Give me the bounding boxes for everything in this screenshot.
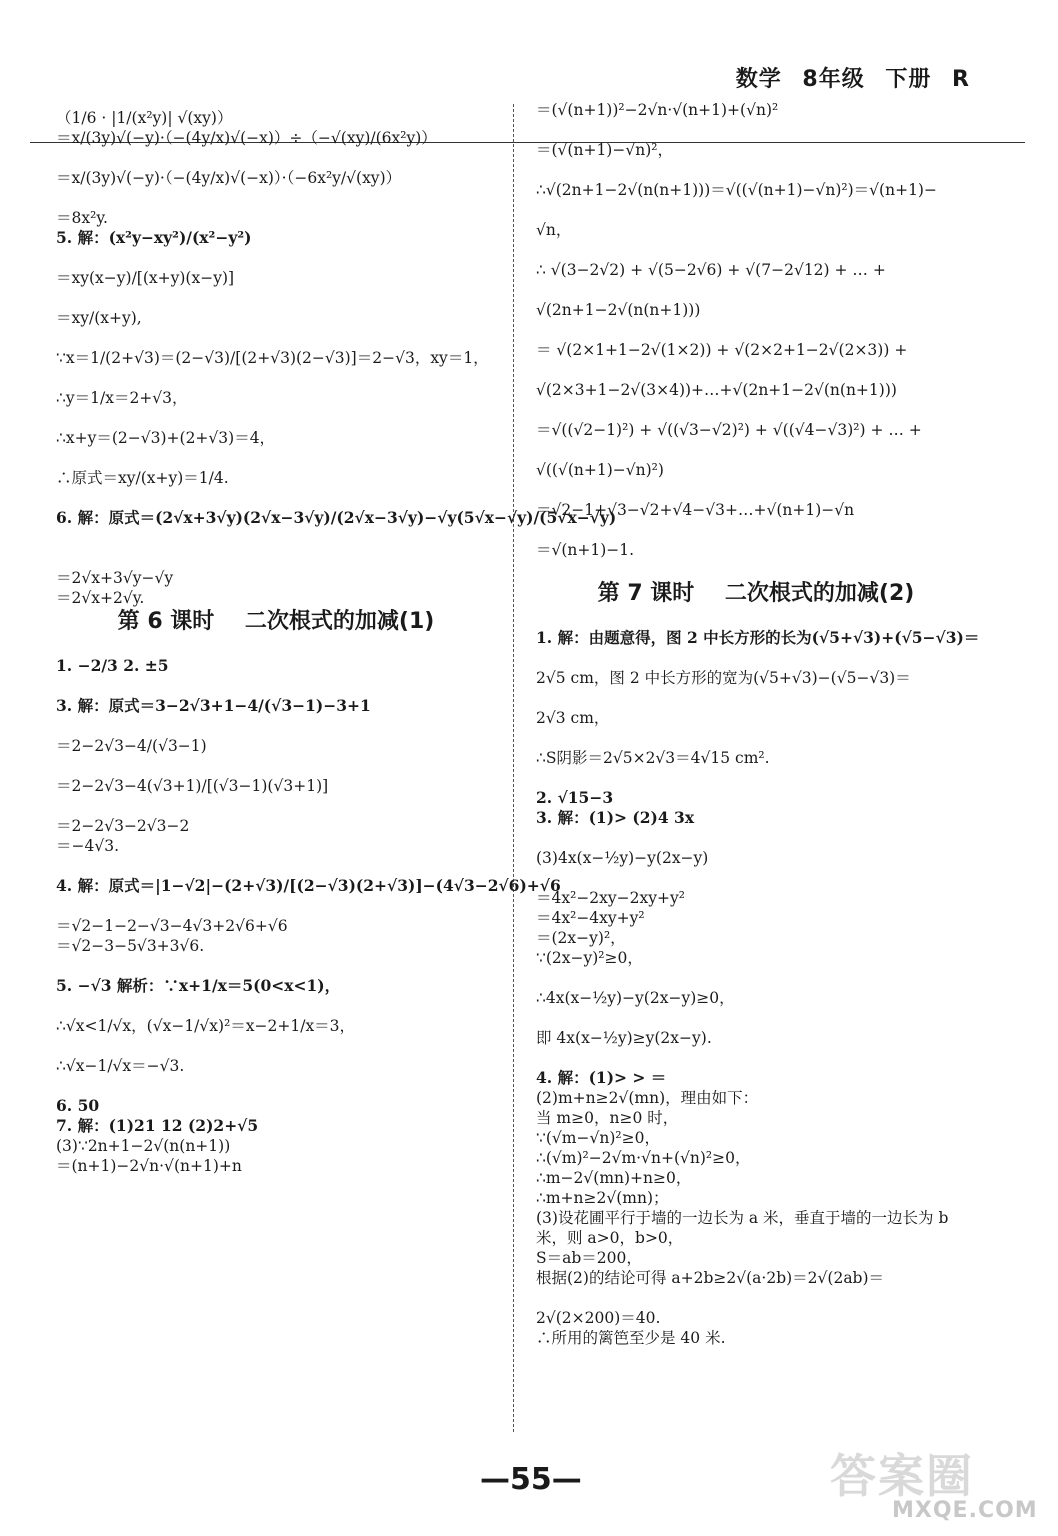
- solution-line: (2)m+n≥2√(mn)，理由如下：: [536, 1089, 759, 1107]
- solution-line: ＝√((√2−1)²) + √((√3−√2)²) + √((√4−√3)²) + … +: [536, 421, 922, 439]
- line-spacer: [56, 328, 496, 348]
- solution-line: ＝ √(2×1+1−2√(1×2)) + √(2×2+1−2√(2×3)) +: [536, 341, 908, 359]
- solution-line: ＝√(n+1)−1.: [536, 541, 635, 559]
- solution-line: ＝2−2√3−4(√3+1)/[(√3−1)(√3+1)]: [56, 777, 329, 795]
- solution-line: √(2×3+1−2√(3×4))+…+√(2n+1−2√(n(n+1))): [536, 381, 897, 399]
- line-spacer: [56, 448, 496, 468]
- solution-line: (3)∵2n+1−2√(n(n+1)): [56, 1137, 231, 1155]
- line-spacer: [56, 368, 496, 388]
- solution-line: √(2n+1−2√(n(n+1))): [536, 301, 701, 319]
- solution-line: ＝(2x−y)²，: [536, 929, 626, 947]
- solution-line: 6. 解：原式＝(2√x+3√y)(2√x−3√y)/(2√x−3√y)−√y(5√x−√y)/(5√x−√y): [56, 508, 617, 527]
- line-spacer: [536, 968, 976, 988]
- solution-line: 根据(2)的结论可得 a+2b≥2√(a·2b)＝2√(2ab)＝: [536, 1269, 885, 1287]
- solution-line: ＝xy/(x+y),: [56, 309, 142, 327]
- solution-line: ∴√(2n+1−2√(n(n+1)))＝√((√(n+1)−√n)²)＝√(n+1)−: [536, 181, 937, 199]
- page-header: 数学 8年级 下册 R: [735, 67, 970, 92]
- solution-line: 2. √15−3: [536, 788, 614, 807]
- solution-line: √((√(n+1)−√n)²): [536, 461, 664, 479]
- solution-line: ∴所用的篱笆至少是 40 米.: [536, 1329, 726, 1347]
- watermark: [830, 1440, 1038, 1532]
- solution-line: ∴ √(3−2√2) + √(5−2√6) + √(7−2√12) + … +: [536, 261, 886, 279]
- solution-line: ＝(√(n+1))²−2√n·√(n+1)+(√n)²: [536, 101, 779, 119]
- line-spacer: [536, 240, 976, 260]
- solution-line: 1. −2/3 2. ±5: [56, 656, 169, 675]
- line-spacer: [56, 676, 496, 696]
- line-spacer: [536, 1008, 976, 1028]
- solution-line: ＝2√x+2√y.: [56, 589, 145, 607]
- solution-line: ∴(√m)²−2√m·√n+(√n)²≥0，: [536, 1149, 751, 1167]
- line-spacer: [536, 688, 976, 708]
- line-spacer: [536, 768, 976, 788]
- solution-line: 2√5 cm，图 2 中长方形的宽为(√5+√3)−(√5−√3)＝: [536, 669, 911, 687]
- solution-line: ＝√2−3−5√3+3√6.: [56, 937, 205, 955]
- line-spacer: [56, 896, 496, 916]
- line-spacer: [56, 408, 496, 428]
- line-spacer: [56, 1036, 496, 1056]
- line-spacer: [56, 996, 496, 1016]
- page-number: —55—: [480, 1462, 582, 1497]
- solution-line: S＝ab＝200，: [536, 1249, 642, 1267]
- section-heading: 第 6 课时 二次根式的加减(1): [117, 609, 435, 634]
- line-spacer: [536, 1048, 976, 1068]
- line-spacer: [536, 160, 976, 180]
- line-spacer: [536, 608, 976, 628]
- solution-line: ∴x+y＝(2−√3)+(2+√3)＝4，: [56, 429, 276, 447]
- watermark-logo-text: 答案圈: [830, 1449, 974, 1503]
- solution-line: ∴原式＝xy/(x+y)＝1/4.: [56, 469, 229, 487]
- solution-line: ＝√2−1−2−√3−4√3+2√6+√6: [56, 917, 288, 935]
- solution-line: ＝x/(3y)√(−y)·（−(4y/x)√(−x)）÷（−√(xy)/(6x²y)）: [56, 129, 437, 147]
- solution-line: 4. 解：(1)> > ＝: [536, 1068, 667, 1087]
- solution-line: (3)4x(x−½y)−y(2x−y): [536, 849, 709, 867]
- line-spacer: [536, 480, 976, 500]
- solution-line: 5. 解：(x²y−xy²)/(x²−y²): [56, 228, 252, 247]
- line-spacer: [536, 828, 976, 848]
- solution-line: 2√(2×200)＝40.: [536, 1309, 661, 1327]
- solution-line: 2√3 cm，: [536, 709, 610, 727]
- solution-line: ∴S阴影＝2√5×2√3＝4√15 cm².: [536, 749, 770, 767]
- solution-line: ∴√x−1/√x＝−√3.: [56, 1057, 185, 1075]
- line-spacer: [536, 360, 976, 380]
- line-spacer: [536, 520, 976, 540]
- solution-line: ＝8x²y.: [56, 209, 108, 227]
- column-divider: [513, 104, 514, 1432]
- solution-line: 3. 解：(1)> (2)4 3x: [536, 808, 695, 827]
- solution-line: 3. 解：原式＝3−2√3+1−4/(√3−1)−3+1: [56, 696, 371, 715]
- solution-line: ＝2√x+3√y−√y: [56, 569, 174, 587]
- section-heading: 第 7 课时 二次根式的加减(2): [597, 581, 915, 606]
- solution-line: ＝2−2√3−4/(√3−1): [56, 737, 207, 755]
- solution-line: ∴m−2√(mn)+n≥0，: [536, 1169, 692, 1187]
- solution-line: 即 4x(x−½y)≥y(2x−y).: [536, 1029, 712, 1047]
- line-spacer: [56, 956, 496, 976]
- solution-line: ＝x/(3y)√(−y)·（−(4y/x)√(−x)）·（−6x²y/√(xy)）: [56, 169, 402, 187]
- line-spacer: [536, 868, 976, 888]
- line-spacer: [56, 248, 496, 268]
- solution-line: ∴m+n≥2√(mn)；: [536, 1189, 669, 1207]
- line-spacer: [56, 636, 496, 656]
- solution-line: ∴y＝1/x＝2+√3，: [56, 389, 188, 407]
- right-column: [536, 100, 980, 1348]
- solution-line: (3)设花圃平行于墙的一边长为 a 米，垂直于墙的一边长为 b: [536, 1209, 949, 1227]
- solution-line: 1. 解：由题意得，图 2 中长方形的长为(√5+√3)+(√5−√3)＝: [536, 628, 980, 647]
- line-spacer: [56, 488, 496, 508]
- solution-line: ＝√2−1+√3−√2+√4−√3+…+√(n+1)−√n: [536, 501, 855, 519]
- solution-line: ＝xy(x−y)/[(x+y)(x−y)]: [56, 269, 235, 287]
- line-spacer: [56, 1076, 496, 1096]
- line-spacer: [536, 400, 976, 420]
- line-spacer: [536, 440, 976, 460]
- solution-line: ∴4x(x−½y)−y(2x−y)≥0，: [536, 989, 735, 1007]
- line-spacer: [56, 528, 496, 548]
- solution-line: ＝4x²−4xy+y²: [536, 909, 645, 927]
- line-spacer: [536, 280, 976, 300]
- line-spacer: [56, 756, 496, 776]
- solution-line: 6. 50: [56, 1096, 100, 1115]
- solution-line: 7. 解：(1)21 12 (2)2+√5: [56, 1116, 259, 1135]
- line-spacer: [56, 716, 496, 736]
- line-spacer: [56, 548, 496, 568]
- line-spacer: [56, 148, 496, 168]
- solution-line: 4. 解：原式＝|1−√2|−(2+√3)/[(2−√3)(2+√3)]−(4√3−2√6)+√6: [56, 876, 561, 895]
- solution-line: 当 m≥0，n≥0 时，: [536, 1109, 679, 1127]
- solution-line: ∵(√m−√n)²≥0，: [536, 1129, 660, 1147]
- solution-line: ∵(2x−y)²≥0，: [536, 949, 643, 967]
- line-spacer: [56, 188, 496, 208]
- solution-line: （1/6 · |1/(x²y)| √(xy)）: [56, 109, 233, 127]
- solution-line: ＝(√(n+1)−√n)²，: [536, 141, 673, 159]
- solution-line: ∴√x<1/√x，(√x−1/√x)²＝x−2+1/x＝3，: [56, 1017, 356, 1035]
- solution-line: 米，则 a>0，b>0，: [536, 1229, 684, 1247]
- solution-line: √n，: [536, 221, 572, 239]
- solution-line: ＝−4√3.: [56, 837, 120, 855]
- solution-line: ∵x＝1/(2+√3)＝(2−√3)/[(2+√3)(2−√3)]＝2−√3，xy＝1，: [56, 349, 489, 367]
- solution-line: ＝(n+1)−2√n·√(n+1)+n: [56, 1157, 242, 1175]
- line-spacer: [536, 120, 976, 140]
- line-spacer: [536, 648, 976, 668]
- line-spacer: [56, 796, 496, 816]
- line-spacer: [536, 1288, 976, 1308]
- solution-line: ＝4x²−2xy−2xy+y²: [536, 889, 685, 907]
- line-spacer: [536, 320, 976, 340]
- solution-line: ＝2−2√3−2√3−2: [56, 817, 190, 835]
- line-spacer: [536, 200, 976, 220]
- line-spacer: [536, 728, 976, 748]
- line-spacer: [536, 560, 976, 580]
- watermark-url: MXQE.COM: [892, 1498, 1038, 1523]
- solution-line: 5. −√3 解析：∵x+1/x＝5(0<x<1)，: [56, 976, 341, 995]
- line-spacer: [56, 856, 496, 876]
- line-spacer: [56, 288, 496, 308]
